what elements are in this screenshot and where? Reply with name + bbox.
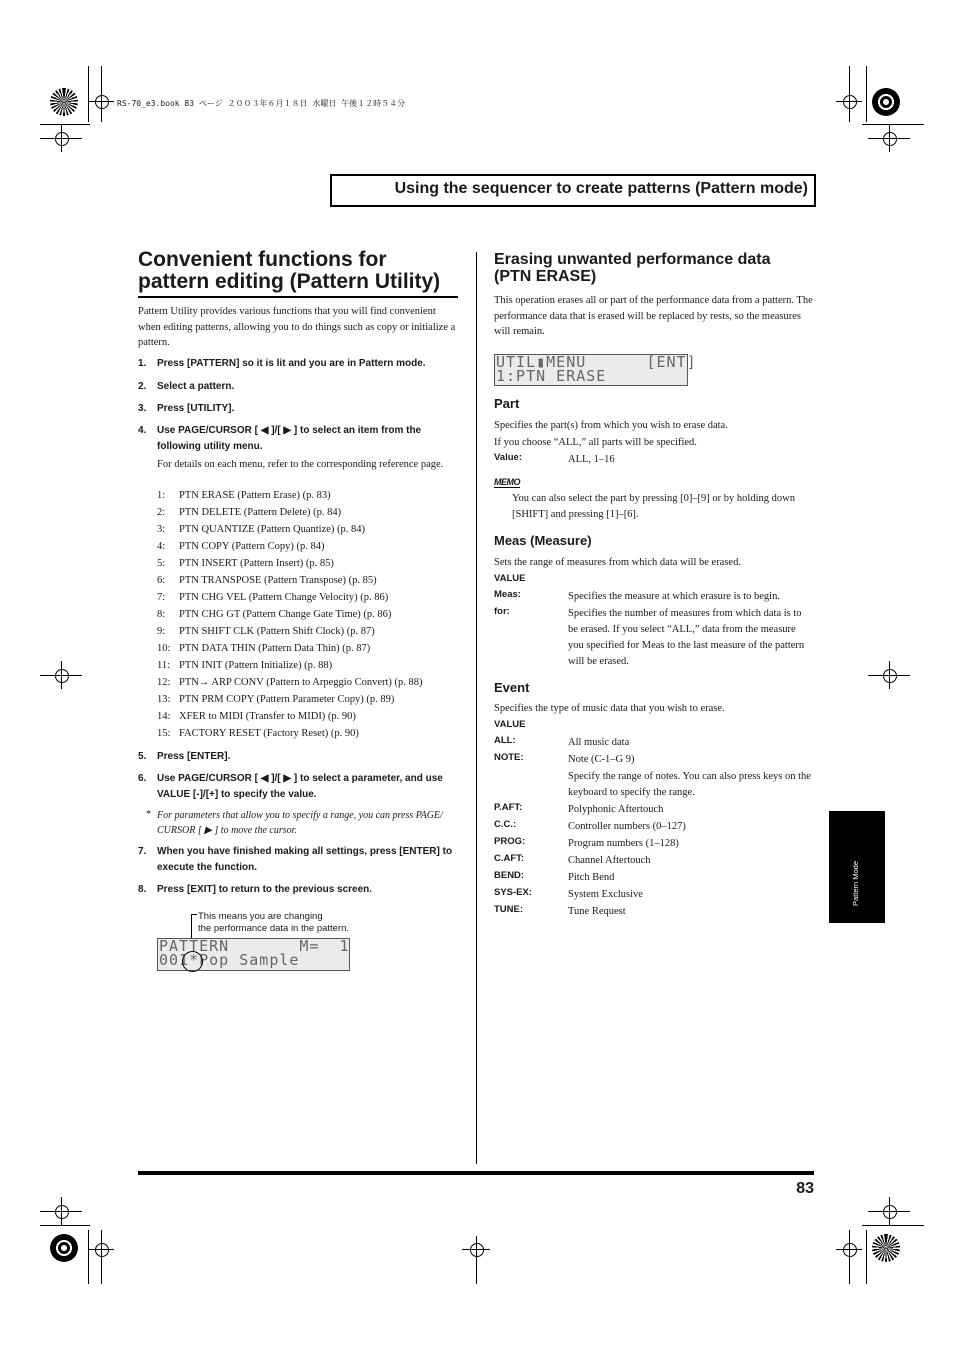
- event-text: Specifies the type of music data that you wish to erase.: [494, 703, 725, 714]
- meas-value-heading: VALUE: [494, 573, 526, 584]
- registration-disc-icon: [50, 88, 78, 116]
- crosshair-icon: [55, 669, 69, 683]
- crosshair-icon: [55, 1205, 69, 1219]
- event-value-heading: VALUE: [494, 719, 526, 730]
- section-header: [330, 174, 816, 207]
- pattern-lcd-display: PATTERN M= 1 001*Pop Sample: [159, 937, 350, 969]
- page-number: 83: [796, 1180, 814, 1197]
- crosshair-icon: [95, 95, 109, 109]
- asterisk-highlight-circle: [182, 951, 203, 972]
- registration-disc-icon: [872, 88, 900, 116]
- crosshair-icon: [843, 1243, 857, 1257]
- crosshair-icon: [883, 1205, 897, 1219]
- note-asterisk: *: [146, 809, 151, 820]
- print-info: RS-70_e3.book 83 ページ ２００３年６月１８日 水曜日 午後１２時５４分: [117, 99, 406, 108]
- footer-rule: [138, 1171, 814, 1175]
- utility-lcd-display: UTIL▮MENU [ENT] 1:PTN ERASE: [496, 353, 697, 385]
- registration-disc-icon: [872, 1234, 900, 1262]
- crosshair-icon: [883, 132, 897, 146]
- crosshair-icon: [843, 95, 857, 109]
- range-note: For parameters that allow you to specify a range, you can press PAGE/ CURSOR [ ▶ ] to move the cursor.: [157, 810, 443, 836]
- event-heading: Event: [494, 680, 530, 695]
- part-text-2: If you choose “ALL,” all parts will be specified.: [494, 437, 697, 448]
- side-tab: [829, 811, 885, 923]
- lcd-callout: This means you are changing the performance data in the pattern.: [198, 911, 350, 934]
- side-tab-label: Pattern Mode: [851, 860, 860, 906]
- part-text-1: Specifies the part(s) from which you wish to erase data.: [494, 420, 728, 431]
- title-underline: [138, 296, 458, 298]
- ptn-erase-intro: This operation erases all or part of the performance data from a pattern. The performance data that is erased will be replaced by rests, so the measures will remain.: [494, 295, 813, 337]
- memo-icon: MEMO: [494, 477, 520, 487]
- crosshair-icon: [55, 132, 69, 146]
- memo-text: You can also select the part by pressing [0]–[9] or by holding down [SHIFT] and pressing [1]–[6].: [512, 493, 795, 520]
- registration-disc-icon: [50, 1234, 78, 1262]
- step-4-note: For details on each menu, refer to the corresponding reference page.: [157, 459, 444, 470]
- section-header-title: Using the sequencer to create patterns (Pattern mode): [394, 180, 808, 197]
- intro-paragraph: Pattern Utility provides various functions that you will find convenient when editing patterns, allowing you to do things such as copy or initialize a pattern.: [138, 306, 456, 348]
- section-title: Erasing unwanted performance data (PTN ERASE): [494, 251, 771, 285]
- crosshair-icon: [470, 1243, 484, 1257]
- crosshair-icon: [883, 669, 897, 683]
- column-divider: [476, 252, 477, 1164]
- meas-text: Sets the range of measures from which data will be erased.: [494, 557, 741, 568]
- meas-heading: Meas (Measure): [494, 533, 592, 548]
- part-heading: Part: [494, 396, 520, 411]
- crosshair-icon: [95, 1243, 109, 1257]
- page-title: Convenient functions for pattern editing (Pattern Utility): [138, 248, 441, 293]
